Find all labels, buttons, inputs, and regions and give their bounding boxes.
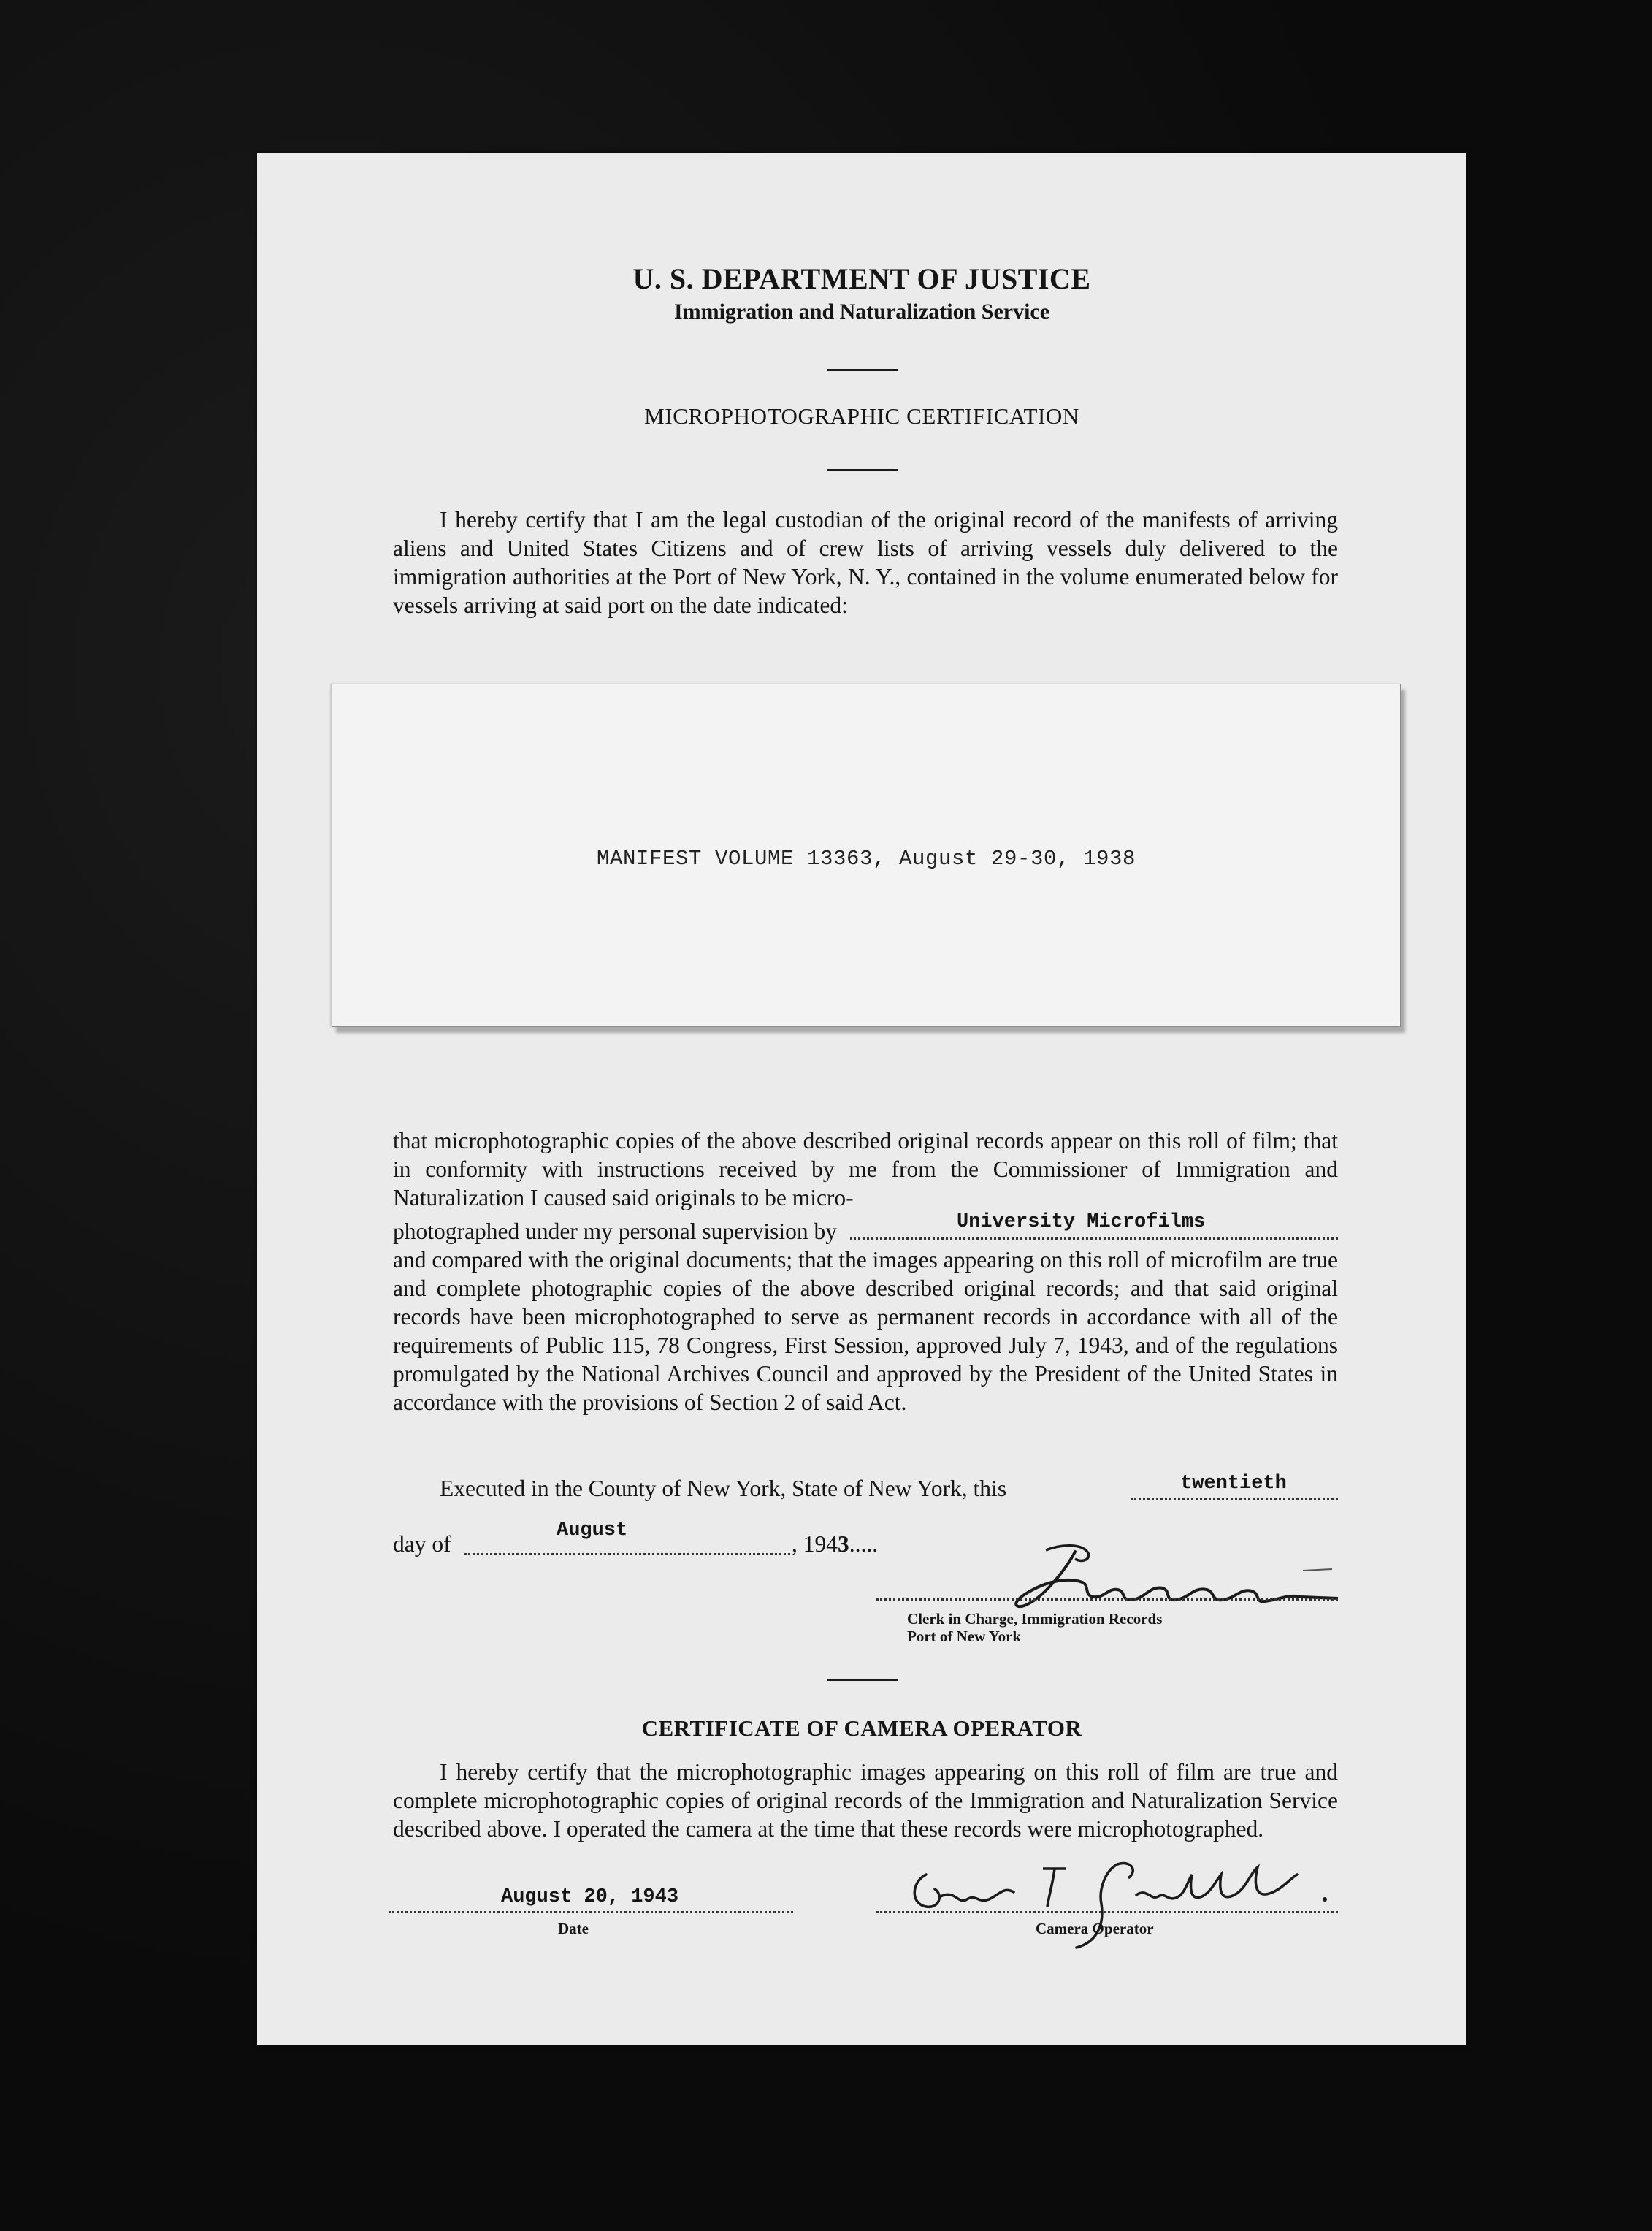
certificate-page (257, 153, 1466, 2045)
service-subheading: Immigration and Naturalization Service (673, 300, 1050, 324)
clerk-title (907, 1610, 1162, 1645)
operator-certificate-title: CERTIFICATE OF CAMERA OPERATOR (641, 1715, 1082, 1741)
divider-rule (827, 469, 898, 471)
body-paragraph-part2 (393, 1246, 1338, 1416)
year-digit: 3 (838, 1531, 849, 1557)
clerk-title-line2: Port of New York (907, 1628, 1022, 1645)
body-paragraph-part1 (393, 1126, 1338, 1212)
execution-year (792, 1530, 878, 1558)
certification-title: MICROPHOTOGRAPHIC CERTIFICATION (644, 403, 1079, 429)
divider-rule (827, 1679, 898, 1681)
day-fill-line (1131, 1498, 1338, 1500)
operator-signature-line (876, 1911, 1338, 1913)
department-heading: U. S. DEPARTMENT OF JUSTICE (632, 262, 1091, 295)
supervisor-fill-line (850, 1237, 1338, 1240)
operator-date-value: August 20, 1943 (501, 1886, 679, 1908)
clerk-signature-line (876, 1598, 1338, 1601)
operator-signature (897, 1853, 1335, 1955)
intro-text: I hereby certify that I am the legal custodian of the original record of the manifests of arriving aliens and United States Citizens and of crew lists of arriving vessels duly delivered to the immigration authorities at the Port of New York, N. Y., contained in the volume enumerated below for vessels arriving at said port on the date indicated: (393, 507, 1338, 618)
date-fill-line (389, 1911, 793, 1913)
execution-line (440, 1474, 1006, 1503)
execution-prefix: Executed in the County of New York, State of New York, this (440, 1476, 1007, 1501)
body-text-part1: that microphotographic copies of the above described original records appear on this roll of film; that in conformity with instructions received by me from the Commissioner of Immigration and Naturalization I caused said originals to be micro- (393, 1128, 1338, 1210)
year-prefix: , 194 (792, 1531, 838, 1557)
operator-paragraph (393, 1758, 1338, 1843)
year-suffix: ..... (849, 1531, 879, 1557)
intro-paragraph (393, 506, 1338, 619)
clerk-title-line1: Clerk in Charge, Immigration Records (907, 1610, 1163, 1628)
supervision-prefix: photographed under my personal supervision by (393, 1219, 838, 1244)
supervisor-name: University Microfilms (957, 1211, 1206, 1233)
month-fill-line (464, 1553, 790, 1555)
body-text-part2: and compared with the original documents; that the images appearing on this roll of microfilm are true and complete photographic copies of the above described original records; and that said original records have been microphotographed to serve as permanent records in accordance with all of the requirements of Public 115, 78 Congress, First Session, approved July 7, 1943, and of the regulations promulgated by the National Archives Council and approved by the President of the United States in accordance with the provisions of Section 2 of said Act. (393, 1247, 1338, 1415)
manifest-insert-slip (332, 684, 1401, 1027)
execution-day: twentieth (1180, 1473, 1287, 1495)
camera-operator-label: Camera Operator (1036, 1920, 1154, 1937)
execution-month: August (557, 1519, 628, 1541)
divider-rule (827, 369, 898, 371)
operator-text: I hereby certify that the microphotographic images appearing on this roll of film are true and complete microphotographic copies of original records of the Immigration and Naturalization Service described above. I operated the camera at the time that these records were microphotographed. (393, 1759, 1338, 1842)
manifest-volume-entry: MANIFEST VOLUME 13363, August 29-30, 1938 (596, 847, 1136, 871)
date-label: Date (558, 1920, 589, 1937)
day-of-label: day of (393, 1531, 451, 1557)
